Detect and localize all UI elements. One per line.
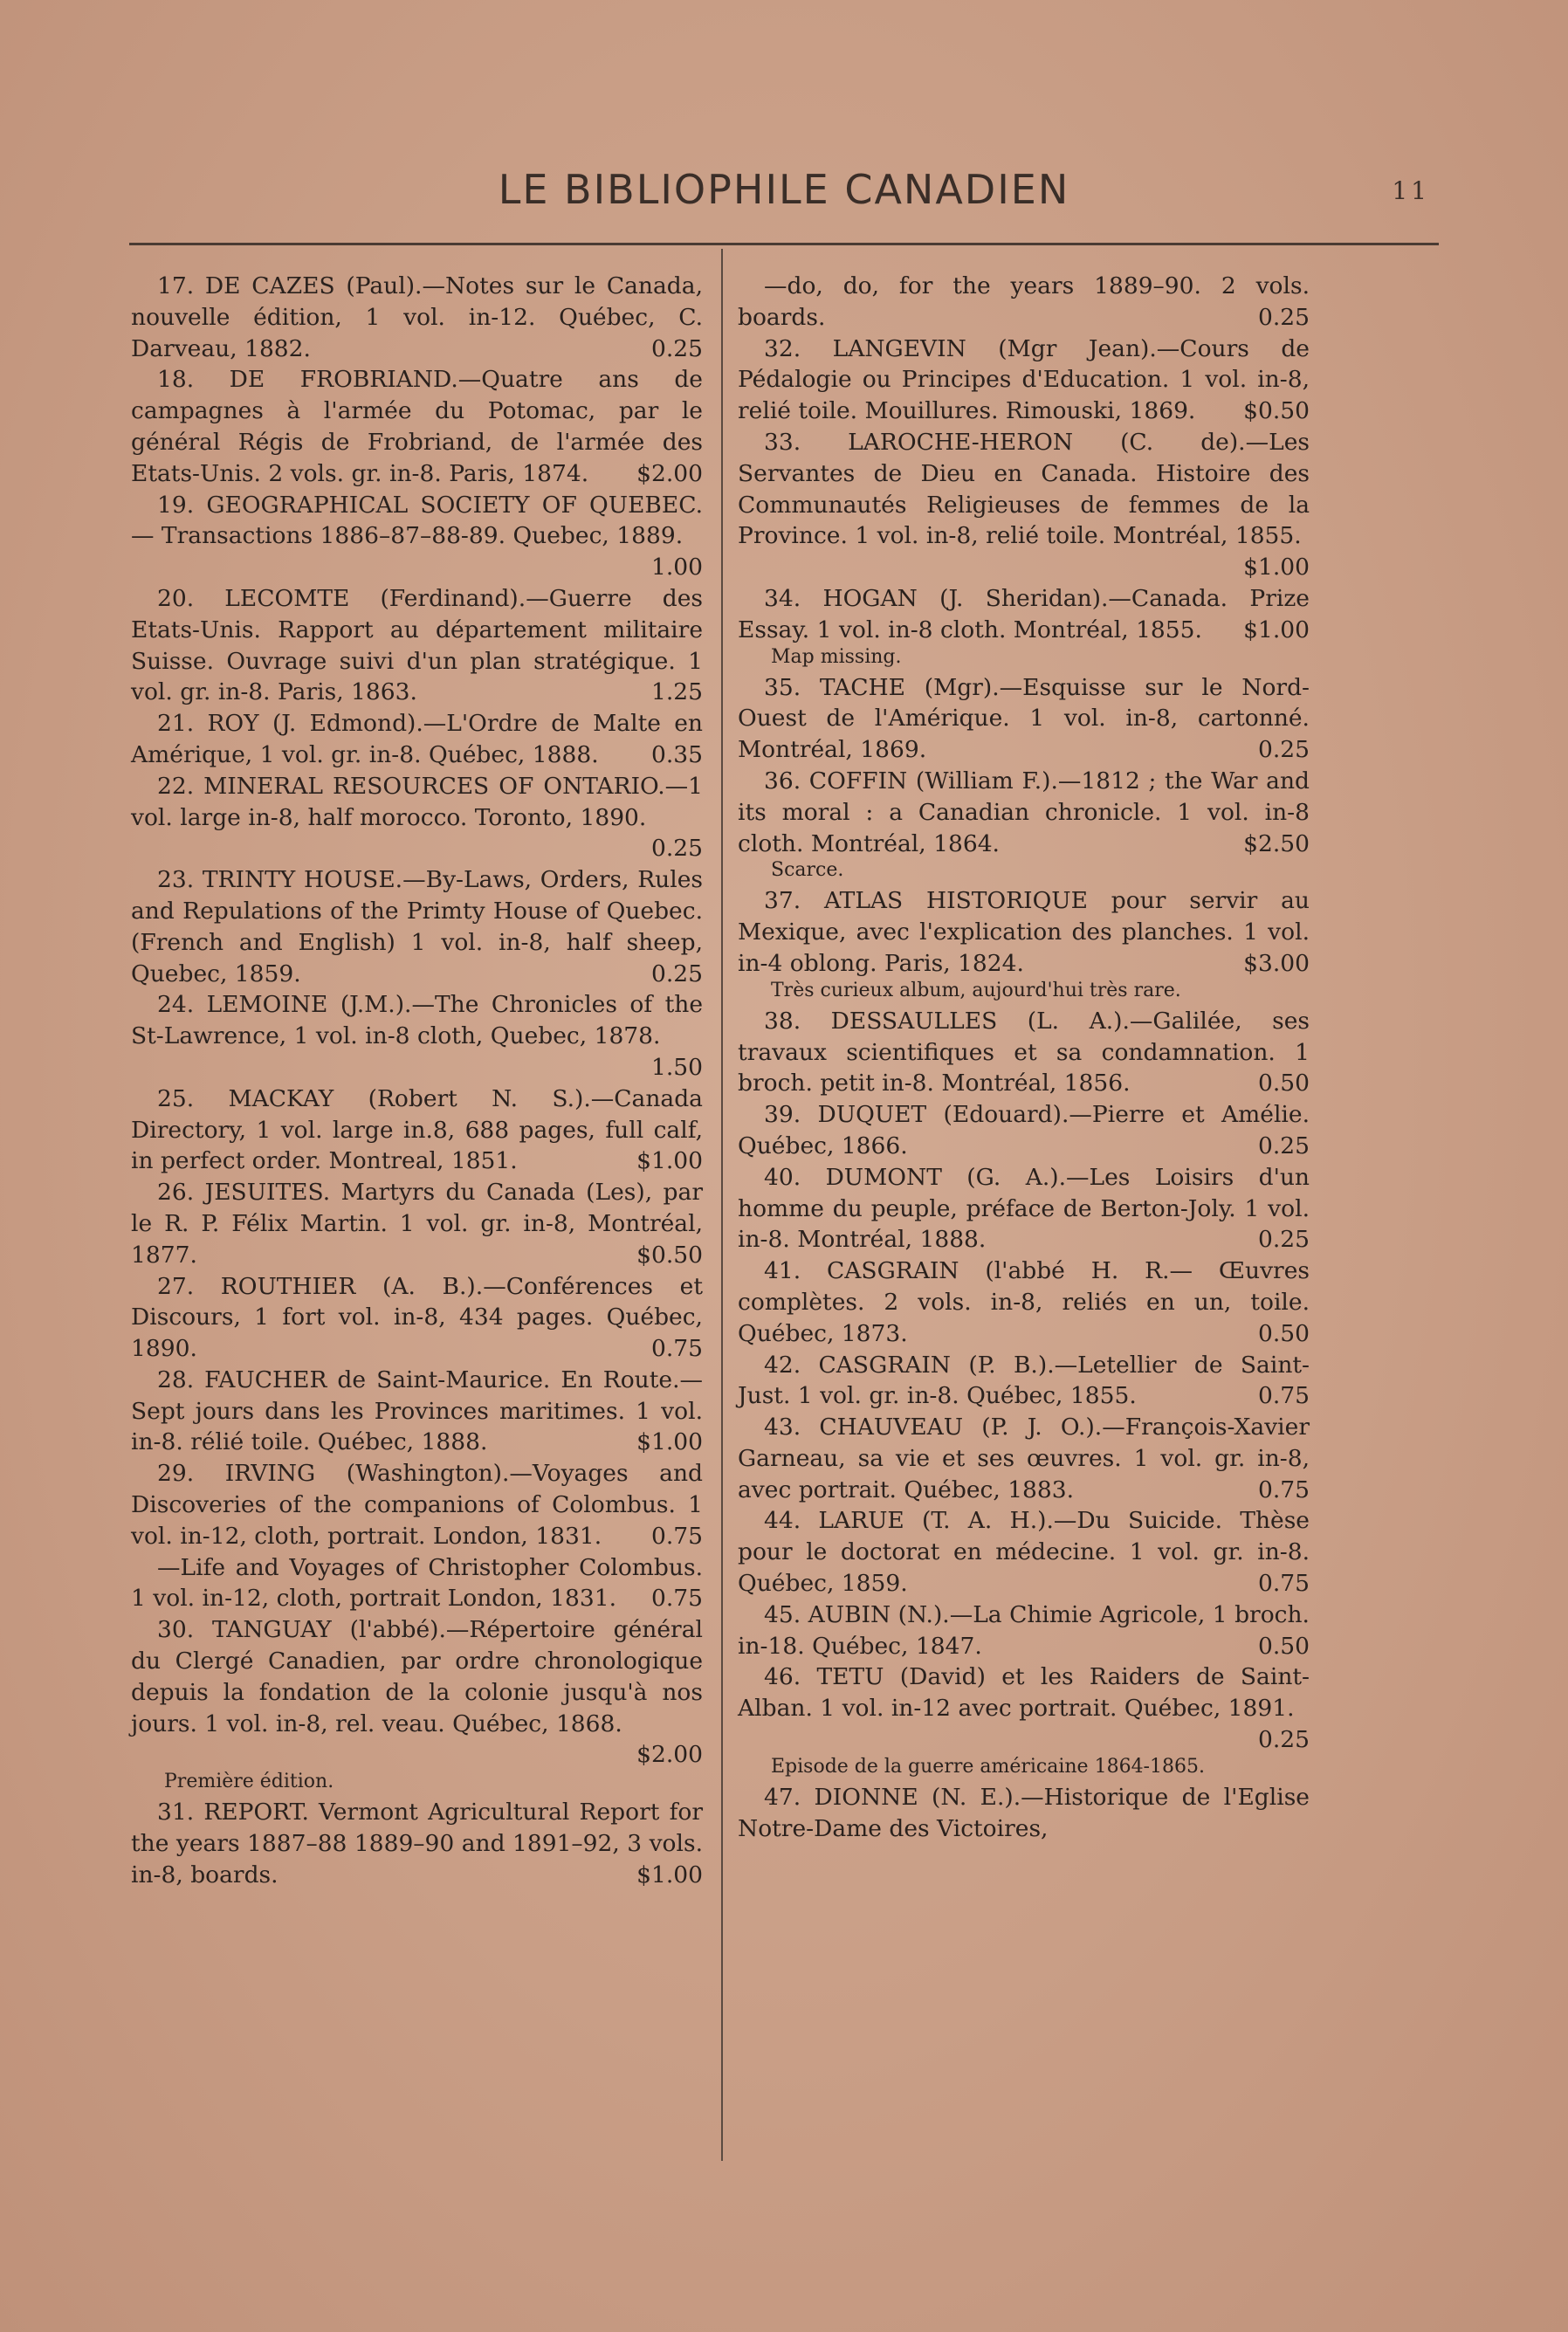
right-column [738, 271, 1310, 1844]
entry-text: 31. REPORT. Vermont Agricultural Report for the years 1887–88 1889–90 and 1891–92, 3 vols. in-8, boards. [131, 1799, 703, 1888]
entry-text: 18. DE FROBRIAND.—Quatre ans de campagnes à l'armée du Potomac, par le général Régis de Frobriand, de l'armée des Etats-Unis. 2 vols. gr. in-8. Paris, 1874. [131, 366, 703, 487]
entry-price: 0.75 [1257, 1476, 1310, 1503]
entry-text: 46. TETU (David) et les Raiders de Saint-Alban. 1 vol. in-12 avec portrait. Québec, 1891. [738, 1663, 1310, 1723]
entry-text: 47. DIONNE (N. E.).—Historique de l'Eglise Notre-Dame des Victoires, [738, 1783, 1310, 1842]
catalog-entry [738, 427, 1310, 583]
entry-price: $1.00 [1243, 554, 1310, 581]
entry-price: 0.25 [1257, 303, 1310, 331]
catalog-entry [131, 583, 703, 708]
entry-text: 22. MINERAL RESOURCES OF ONTARIO.—1 vol. large in-8, half morocco. Toronto, 1890. [131, 772, 703, 831]
entry-note: Première édition. [164, 1771, 334, 1793]
entry-price: 0.25 [1257, 1226, 1310, 1254]
catalog-entry [738, 1255, 1310, 1349]
left-column [131, 271, 703, 1891]
entry-price: 1.25 [650, 678, 703, 706]
catalog-entry [738, 1099, 1310, 1162]
entry-price: $3.00 [1243, 949, 1310, 977]
entry-text: —do, do, for the years 1889–90. 2 vols. boards. [738, 272, 1310, 331]
entry-price: 0.50 [1257, 1319, 1310, 1347]
catalog-entry [131, 1271, 703, 1365]
entry-text: 35. TACHE (Mgr).—Esquisse sur le Nord-Ouest de l'Amérique. 1 vol. in-8, cartonné. Montréal, 1869. [738, 673, 1310, 764]
entry-note: Map missing. [771, 645, 902, 668]
entry-price: 0.75 [650, 1522, 703, 1550]
entry-text: —Life and Voyages of Christopher Colombus. 1 vol. in-12, cloth, portrait London, 1831. [131, 1553, 703, 1613]
catalog-entry [738, 1350, 1310, 1413]
catalog-entry [738, 1412, 1310, 1505]
catalog-entry [738, 766, 1310, 859]
entry-text: 39. DUQUET (Edouard).—Pierre et Amélie. Québec, 1866. [738, 1101, 1310, 1159]
catalog-entry [738, 334, 1310, 427]
catalog-entry [131, 864, 703, 989]
catalog-entry [131, 1552, 703, 1615]
entry-price: 0.75 [650, 1585, 703, 1613]
entry-price: 0.50 [1257, 1070, 1310, 1097]
entry-note: Très curieux album, aujourd'hui très rare. [771, 979, 1181, 1001]
entry-price: 0.25 [1257, 1132, 1310, 1159]
entry-text: 32. LANGEVIN (Mgr Jean).—Cours de Pédalogie ou Principes d'Education. 1 vol. in-8, relié toile. Mouillures. Rimouski, 1869. [738, 334, 1310, 425]
page-header [129, 166, 1439, 218]
entry-price: 0.35 [650, 740, 703, 768]
entry-text: 17. DE CAZES (Paul).—Notes sur le Canada, nouvelle édition, 1 vol. in-12. Québec, C. Darveau, 1882. [131, 272, 703, 362]
entry-price: 0.25 [1257, 1726, 1310, 1754]
entry-text: 21. ROY (J. Edmond).—L'Ordre de Malte en Amérique, 1 vol. gr. in-8. Québec, 1888. [131, 710, 703, 768]
entry-text: 34. HOGAN (J. Sheridan).—Canada. Prize Essay. 1 vol. in-8 cloth. Montréal, 1855. [738, 584, 1310, 643]
entry-price: 0.75 [1257, 1570, 1310, 1598]
catalog-entry [738, 1162, 1310, 1255]
entry-price: 0.25 [650, 960, 703, 987]
catalog-entry [738, 1782, 1310, 1845]
catalog-entry [738, 1006, 1310, 1099]
entry-price: 0.50 [1257, 1632, 1310, 1660]
entry-price: $0.50 [1243, 397, 1310, 425]
catalog-entry [131, 1365, 703, 1458]
entry-text: 45. AUBIN (N.).—La Chimie Agricole, 1 broch. in-18. Québec, 1847. [738, 1600, 1310, 1660]
entry-text: 28. FAUCHER de Saint-Maurice. En Route.—Sept jours dans les Provinces maritimes. 1 vol. in-8. rélié toile. Québec, 1888. [131, 1365, 703, 1456]
catalog-entry [131, 364, 703, 489]
entry-price: 0.25 [1257, 736, 1310, 764]
column-divider [721, 249, 723, 2161]
entry-text: 40. DUMONT (G. A.).—Les Loisirs d'un homme du peuple, préface de Berton-Joly. 1 vol. in-8. Montréal, 1888. [738, 1163, 1310, 1254]
catalog-entry [738, 1599, 1310, 1662]
entry-price: $1.00 [636, 1861, 703, 1888]
entry-text: 24. LEMOINE (J.M.).—The Chronicles of the St-Lawrence, 1 vol. in-8 cloth, Quebec, 1878. [131, 991, 703, 1050]
entry-price: $2.00 [636, 459, 703, 487]
page-number: 11 [1392, 176, 1430, 205]
entry-text: 29. IRVING (Washington).—Voyages and Discoveries of the companions of Colombus. 1 vol. in-12, cloth, portrait. London, 1831. [131, 1460, 703, 1550]
entry-text: 44. LARUE (T. A. H.).—Du Suicide. Thèse pour le doctorat en médecine. 1 vol. gr. in-8. Québec, 1859. [738, 1507, 1310, 1598]
entry-text: 36. COFFIN (William F.).—1812 ; the War and its moral : a Canadian chronicle. 1 vol. in-8 cloth. Montréal, 1864. [738, 767, 1310, 857]
entry-price: 0.25 [650, 835, 703, 863]
catalog-entry [131, 1177, 703, 1270]
entry-text: 26. JESUITES. Martyrs du Canada (Les), par le R. P. Félix Martin. 1 vol. gr. in-8, Montréal, 1877. [131, 1179, 703, 1269]
entry-price: $1.00 [636, 1428, 703, 1456]
entry-price: 1.00 [650, 554, 703, 581]
catalog-entry [131, 989, 703, 1083]
entry-price: $2.00 [636, 1741, 703, 1769]
entry-text: 19. GEOGRAPHICAL SOCIETY OF QUEBEC. — Transactions 1886–87–88-89. Quebec, 1889. [131, 491, 703, 550]
entry-price: 0.75 [650, 1335, 703, 1363]
entry-price: 0.25 [650, 334, 703, 362]
entry-text: 25. MACKAY (Robert N. S.).—Canada Directory, 1 vol. large in.8, 688 pages, full calf, in perfect order. Montreal, 1851. [131, 1084, 703, 1175]
entry-note: Episode de la guerre américaine 1864-1865. [771, 1755, 1205, 1778]
catalog-entry [738, 583, 1310, 646]
entry-text: 43. CHAUVEAU (P. J. O.).—François-Xavier Garneau, sa vie et ses œuvres. 1 vol. gr. in-8, avec portrait. Québec, 1883. [738, 1414, 1310, 1503]
catalog-entry [738, 885, 1310, 979]
catalog-entry [738, 672, 1310, 766]
entry-text: 42. CASGRAIN (P. B.).—Letellier de Saint-Just. 1 vol. gr. in-8. Québec, 1855. [738, 1351, 1310, 1410]
entry-price: $1.00 [1243, 616, 1310, 643]
entry-price: $2.50 [1243, 829, 1310, 857]
catalog-entry [131, 1614, 703, 1771]
entry-text: 20. LECOMTE (Ferdinand).—Guerre des Etats-Unis. Rapport au département militaire Suisse. Ouvrage suivi d'un plan stratégique. 1 vol. gr. in-8. Paris, 1863. [131, 584, 703, 706]
catalog-entry [131, 1083, 703, 1177]
entry-text: 41. CASGRAIN (l'abbé H. R.— Œuvres complètes. 2 vols. in-8, reliés en un, toile. Québec, 1873. [738, 1257, 1310, 1347]
entry-text: 23. TRINTY HOUSE.—By-Laws, Orders, Rules and Repulations of the Primty House of Quebec. (French and English) 1 vol. in-8, half sheep, Quebec, 1859. [131, 866, 703, 987]
catalog-entry [131, 708, 703, 771]
entry-price: 1.50 [650, 1053, 703, 1081]
entry-text: 30. TANGUAY (l'abbé).—Répertoire général du Clergé Canadien, par ordre chronologique depuis la fondation de la colonie jusqu'à nos jours. 1 vol. in-8, rel. veau. Québec, 1868. [131, 1616, 703, 1737]
catalog-entry [131, 1797, 703, 1890]
entry-text: 33. LAROCHE-HERON (C. de).—Les Servantes de Dieu en Canada. Histoire des Communautés Religieuses de femmes de la Province. 1 vol. in-8, relié toile. Montréal, 1855. [738, 428, 1310, 550]
entry-price: $0.50 [636, 1241, 703, 1269]
entry-text: 27. ROUTHIER (A. B.).—Conférences et Discours, 1 fort vol. in-8, 434 pages. Québec, 1890. [131, 1272, 703, 1363]
catalog-entry [738, 271, 1310, 334]
entry-text: 37. ATLAS HISTORIQUE pour servir au Mexique, avec l'explication des planches. 1 vol. in-4 oblong. Paris, 1824. [738, 887, 1310, 977]
catalog-entry [131, 771, 703, 864]
entry-text: 38. DESSAULLES (L. A.).—Galilée, ses travaux scientifiques et sa condamnation. 1 broch. petit in-8. Montréal, 1856. [738, 1007, 1310, 1097]
catalog-entry [131, 490, 703, 583]
catalog-entry [131, 271, 703, 364]
entry-note: Scarce. [771, 859, 844, 882]
page-title: LE BIBLIOPHILE CANADIEN [498, 166, 1070, 213]
entry-price: $1.00 [636, 1147, 703, 1175]
catalog-entry [738, 1661, 1310, 1755]
header-rule [129, 243, 1439, 245]
entry-price: 0.75 [1257, 1382, 1310, 1410]
catalog-entry [131, 1458, 703, 1551]
catalog-entry [738, 1505, 1310, 1599]
